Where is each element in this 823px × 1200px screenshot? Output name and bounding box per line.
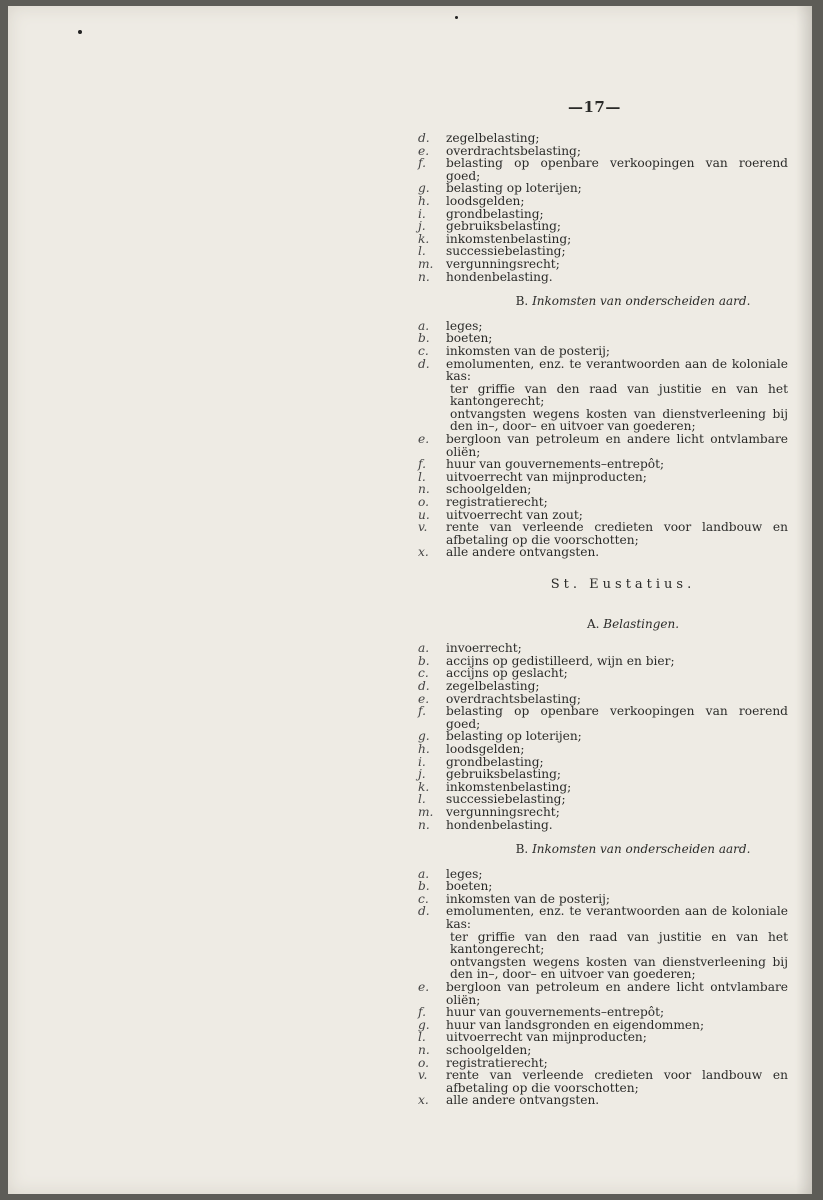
item-letter: f. (418, 704, 426, 719)
item-letter: a. (418, 866, 430, 881)
item-letter: x. (418, 545, 429, 560)
item-letter: e. (418, 432, 430, 447)
item-text: leges; (446, 866, 483, 881)
item-letter: c. (418, 343, 429, 358)
item-letter: b. (418, 653, 430, 668)
item-text: loodsgelden; (446, 741, 525, 756)
item-text: gebruiksbelasting; (446, 767, 562, 782)
item-text: vergunningsrecht; (446, 804, 560, 819)
list-item (418, 521, 788, 546)
list-subitem: ter griffie van den raad van justitie en van het kantongerecht; (450, 381, 788, 409)
item-text: accijns op geslacht; (446, 666, 568, 681)
list-item (418, 1006, 788, 1019)
list-item (418, 546, 788, 559)
item-text: loodsgelden; (446, 193, 525, 208)
item-letter: a. (418, 318, 430, 333)
item-letter: g. (418, 181, 430, 196)
section-title: Inkomsten van onderscheiden aard. (532, 294, 751, 309)
item-letter: n. (418, 1043, 430, 1057)
list-item (418, 680, 788, 693)
item-letter: c. (418, 891, 429, 906)
section-heading (478, 843, 788, 856)
item-letter: g. (418, 729, 430, 744)
item-text: huur van landsgronden en eigendommen; (446, 1017, 705, 1032)
item-letter: a. (418, 641, 430, 656)
item-letter: n. (418, 269, 430, 284)
item-text: rente van verleende credieten voor landbouw en afbetaling op die voorschotten; (446, 520, 788, 547)
item-letter: j. (418, 767, 426, 782)
item-text: emolumenten, enz. te verantwoorden aan de koloniale kas: (446, 904, 788, 932)
item-letter: f. (418, 1005, 426, 1020)
item-letter: o. (418, 495, 429, 510)
section-title: Inkomsten van onderscheiden aard. (532, 842, 751, 857)
item-text: belasting op loterijen; (446, 729, 582, 744)
tax-list-continued (418, 132, 788, 283)
item-text: belasting op openbare verkoopingen van roerend goed; (446, 704, 788, 731)
item-text: registratierecht; (446, 1055, 548, 1070)
item-text: schoolgelden; (446, 1043, 532, 1057)
item-letter: g. (418, 1017, 430, 1032)
list-item (418, 433, 788, 458)
item-letter: b. (418, 331, 430, 346)
list-item (418, 271, 788, 284)
income-list (418, 320, 788, 559)
item-letter: d. (418, 904, 430, 919)
item-text: boeten; (446, 331, 493, 346)
item-text: zegelbelasting; (446, 131, 540, 145)
item-letter: k. (418, 779, 430, 794)
item-text: schoolgelden; (446, 482, 532, 497)
list-item (418, 1094, 788, 1107)
item-text: hondenbelasting. (446, 817, 553, 832)
list-subitem: ontvangsten wegens kosten van dienstverleening bij den in–, door– en uitvoer van goederen; (450, 406, 788, 434)
item-letter: d. (418, 356, 430, 371)
item-text: inkomstenbelasting; (446, 779, 572, 794)
item-letter: l. (418, 792, 426, 807)
item-text: alle andere ontvangsten. (446, 545, 600, 560)
item-letter: n. (418, 482, 430, 497)
item-letter: i. (418, 206, 426, 221)
list-item (418, 458, 788, 471)
list-item (418, 1044, 788, 1057)
item-text: huur van gouvernements–entrepôt; (446, 457, 665, 472)
item-text: zegelbelasting; (446, 678, 540, 693)
item-text: huur van gouvernements–entrepôt; (446, 1005, 665, 1020)
list-item (418, 358, 788, 383)
item-text: inkomsten van de posterij; (446, 343, 610, 358)
item-letter: d. (418, 131, 430, 145)
item-letter: f. (418, 457, 426, 472)
item-text: gebruiksbelasting; (446, 219, 562, 234)
item-text: boeten; (446, 879, 493, 894)
item-letter: m. (418, 804, 434, 819)
item-letter: e. (418, 143, 430, 158)
list-item (418, 705, 788, 730)
list-item (418, 768, 788, 781)
tax-list (418, 642, 788, 831)
item-letter: m. (418, 256, 434, 271)
list-item (418, 195, 788, 208)
page-edge-shadow (796, 6, 812, 1194)
income-list (418, 868, 788, 1107)
item-letter: f. (418, 156, 426, 171)
item-text: leges; (446, 318, 483, 333)
item-letter: v. (418, 520, 428, 535)
item-text: overdrachtsbelasting; (446, 143, 581, 158)
item-text: alle andere ontvangsten. (446, 1093, 600, 1108)
item-letter: v. (418, 1068, 428, 1083)
item-letter: i. (418, 754, 426, 769)
item-text: emolumenten, enz. te verantwoorden aan de koloniale kas: (446, 356, 788, 384)
section-heading (478, 295, 788, 308)
page-number: —17— (568, 98, 621, 116)
section-title: Belastingen. (603, 616, 680, 631)
item-text: registratierecht; (446, 495, 548, 510)
item-text: uitvoerrecht van zout; (446, 507, 583, 522)
list-item (418, 1069, 788, 1094)
list-item (418, 642, 788, 655)
item-text: invoerrecht; (446, 641, 522, 656)
item-letter: x. (418, 1093, 429, 1108)
list-item (418, 819, 788, 832)
item-text: inkomsten van de posterij; (446, 891, 610, 906)
list-subitem: ontvangsten wegens kosten van dienstverleening bij den in–, door– en uitvoer van goederen; (450, 954, 788, 982)
list-item (418, 743, 788, 756)
item-letter: h. (418, 741, 430, 756)
list-item (418, 981, 788, 1006)
ink-speck (78, 30, 82, 34)
item-text: uitvoerrecht van mijnproducten; (446, 1030, 647, 1045)
list-subitem: ter griffie van den raad van justitie en van het kantongerecht; (450, 929, 788, 957)
item-text: successiebelasting; (446, 792, 566, 807)
document-page (8, 6, 812, 1194)
item-letter: j. (418, 219, 426, 234)
list-item (418, 258, 788, 271)
item-text: inkomstenbelasting; (446, 231, 572, 246)
item-text: grondbelasting; (446, 754, 544, 769)
item-text: belasting op openbare verkoopingen van roerend goed; (446, 156, 788, 183)
item-letter: l. (418, 244, 426, 259)
item-letter: h. (418, 193, 430, 208)
item-text: rente van verleende credieten voor landbouw en afbetaling op die voorschotten; (446, 1068, 788, 1095)
item-letter: k. (418, 231, 430, 246)
item-text: bergloon van petroleum en andere licht ontvlambare oliën; (446, 980, 788, 1007)
item-letter: c. (418, 666, 429, 681)
list-item (418, 806, 788, 819)
item-text: bergloon van petroleum en andere licht ontvlambare oliën; (446, 432, 788, 459)
item-text: successiebelasting; (446, 244, 566, 259)
item-text: uitvoerrecht van mijnproducten; (446, 469, 647, 484)
item-text: hondenbelasting. (446, 269, 553, 284)
item-letter: u. (418, 507, 430, 522)
list-item (418, 880, 788, 893)
section-prefix: B. (515, 294, 529, 309)
island-title: St. Eustatius. (550, 577, 696, 592)
item-letter: e. (418, 980, 430, 995)
item-letter: o. (418, 1055, 429, 1070)
item-letter: l. (418, 469, 426, 484)
item-letter: b. (418, 879, 430, 894)
list-item (418, 157, 788, 182)
ink-speck (455, 16, 458, 19)
list-item (418, 496, 788, 509)
section-prefix: A. (586, 616, 600, 631)
item-text: belasting op loterijen; (446, 181, 582, 196)
item-letter: e. (418, 691, 430, 706)
item-text: accijns op gedistilleerd, wijn en bier; (446, 653, 675, 668)
item-text: grondbelasting; (446, 206, 544, 221)
item-text: vergunningsrecht; (446, 256, 560, 271)
document-body (418, 132, 788, 1107)
section-prefix: B. (515, 842, 529, 857)
list-item (418, 345, 788, 358)
item-letter: d. (418, 678, 430, 693)
list-item (418, 220, 788, 233)
section-heading (478, 618, 788, 631)
list-item (418, 132, 788, 145)
item-text: overdrachtsbelasting; (446, 691, 581, 706)
item-letter: l. (418, 1030, 426, 1045)
list-item (418, 905, 788, 930)
item-letter: n. (418, 817, 430, 832)
